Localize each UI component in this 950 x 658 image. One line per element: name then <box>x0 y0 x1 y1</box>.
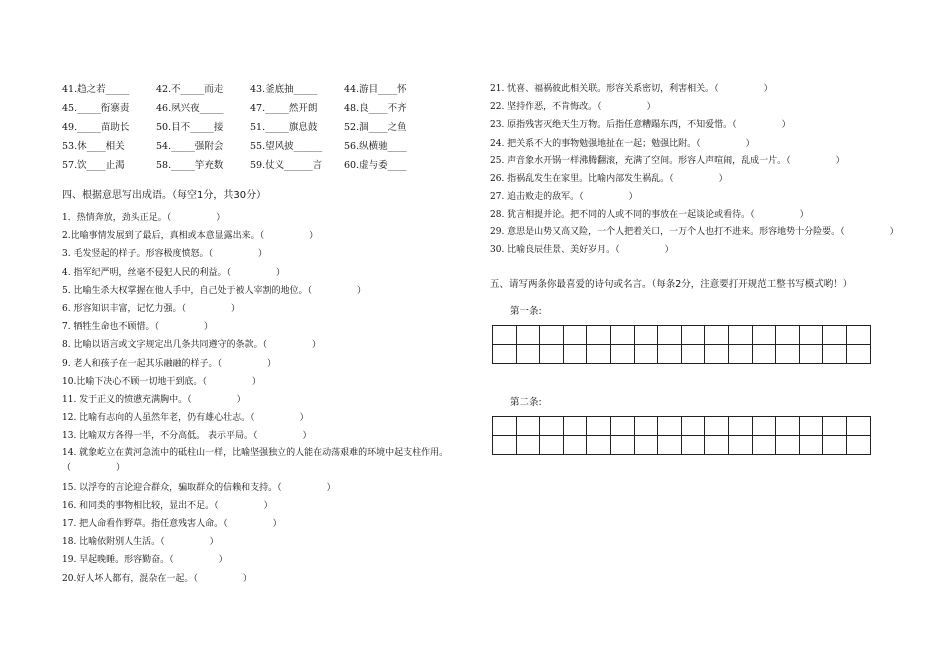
writing-cell[interactable] <box>493 435 517 454</box>
writing-cell[interactable] <box>799 344 823 363</box>
writing-cell[interactable] <box>540 416 564 435</box>
section4-title: 四、根据意思写出成语。（每空1分，共30分） <box>62 190 267 201</box>
writing-cell[interactable] <box>516 435 540 454</box>
writing-cell[interactable] <box>634 325 658 344</box>
fill-in-item[interactable]: 46.夙兴夜_____ <box>156 103 224 114</box>
fill-in-item[interactable]: 43.釜底抽_____ <box>250 84 318 95</box>
fill-in-item[interactable]: 53.休____相关 <box>62 141 125 152</box>
question-item[interactable]: 14. 就象屹立在黄河急流中的砥柱山一样，比喻坚强独立的人能在动荡艰难的环境中起支柱作用。（ ） <box>62 447 449 473</box>
question-item[interactable]: 25. 声音象水开锅一样沸腾翻滚，充满了空间。形容人声喧闹，乱成一片。（ ） <box>490 155 845 166</box>
question-item[interactable]: 18. 比喻依附别人生活。（ ） <box>62 537 219 548</box>
question-item[interactable]: 21. 忧喜、福祸彼此相关联。形容关系密切，利害相关。（ ） <box>490 84 773 94</box>
writing-cell[interactable] <box>681 325 705 344</box>
writing-cell[interactable] <box>823 416 847 435</box>
question-item[interactable]: 26. 指祸乱发生在家里。比喻内部发生祸乱。（ ） <box>490 173 728 184</box>
fill-in-item[interactable]: 56.纵横驰____ <box>344 141 407 152</box>
writing-cell[interactable] <box>563 416 587 435</box>
writing-cell[interactable] <box>846 435 870 454</box>
writing-cell[interactable] <box>563 344 587 363</box>
writing-cell[interactable] <box>823 325 847 344</box>
writing-cell[interactable] <box>587 435 611 454</box>
writing-cell[interactable] <box>658 416 682 435</box>
writing-cell[interactable] <box>799 435 823 454</box>
question-item[interactable]: 15. 以浮夸的言论迎合群众，骗取群众的信赖和支持。（ ） <box>62 482 336 493</box>
question-item[interactable]: 16. 和同类的事物相比较，显出不足。（ ） <box>62 500 273 511</box>
question-item[interactable]: 27. 追击败走的敌军。（ ） <box>490 192 638 203</box>
writing-cell[interactable] <box>776 344 800 363</box>
writing-cell[interactable] <box>681 416 705 435</box>
writing-cell[interactable] <box>752 325 776 344</box>
writing-cell[interactable] <box>493 325 517 344</box>
fill-in-item[interactable]: 49._____苗助长 <box>62 122 130 133</box>
writing-cell[interactable] <box>493 416 517 435</box>
question-item[interactable]: 19. 早起晚睡。形容勤奋。（ ） <box>62 555 228 566</box>
writing-cell[interactable] <box>705 325 729 344</box>
writing-cell[interactable] <box>658 435 682 454</box>
question-item[interactable]: 9. 老人和孩子在一起其乐融融的样子。（ ） <box>62 358 276 369</box>
question-item[interactable]: 13. 比喻双方各得一半，不分高低。 表示平局。（ ） <box>62 431 312 442</box>
question-item[interactable]: 20.好人坏人都有，混杂在一起。（ ） <box>62 573 252 584</box>
writing-cell[interactable] <box>846 344 870 363</box>
writing-cell[interactable] <box>728 416 752 435</box>
writing-cell[interactable] <box>728 325 752 344</box>
writing-cell[interactable] <box>587 416 611 435</box>
question-item[interactable]: 6. 形容知识丰富，记忆力强。（ ） <box>62 304 240 315</box>
writing-cell[interactable] <box>587 344 611 363</box>
writing-cell[interactable] <box>776 435 800 454</box>
writing-cell[interactable] <box>540 344 564 363</box>
writing-cell[interactable] <box>563 325 587 344</box>
second-entry-label: 第二条: <box>510 396 542 408</box>
fill-in-item[interactable]: 55.望风披______ <box>250 141 323 152</box>
writing-cell[interactable] <box>681 435 705 454</box>
fill-in-item[interactable]: 52.涸____之鱼 <box>344 122 407 133</box>
writing-cell[interactable] <box>752 435 776 454</box>
question-item[interactable]: 24. 把关系不大的事物勉强地扯在一起；勉强比附。（ ） <box>490 138 755 149</box>
question-item[interactable]: 23. 原指残害灭绝天生万物。后指任意糟蹋东西，不知爱惜。（ ） <box>490 120 791 131</box>
writing-cell[interactable] <box>610 344 634 363</box>
writing-cell[interactable] <box>610 435 634 454</box>
writing-cell[interactable] <box>634 435 658 454</box>
question-item[interactable]: 5. 比喻生杀大权掌握在他人手中，自己处于被人宰割的地位。（ ） <box>62 285 366 296</box>
question-item[interactable]: 1．热情奔放，劲头正足。（ ） <box>62 213 226 223</box>
question-item[interactable]: 11. 发于正义的愤懑充满胸中。（ ） <box>62 395 246 406</box>
writing-cell[interactable] <box>587 325 611 344</box>
writing-cell[interactable] <box>752 416 776 435</box>
writing-cell[interactable] <box>705 435 729 454</box>
fill-in-item[interactable]: 47._____然开朗 <box>250 103 318 114</box>
writing-grid-second[interactable] <box>492 416 871 455</box>
question-item[interactable]: 7. 牺牲生命也不顾惜。（ ） <box>62 322 213 333</box>
writing-cell[interactable] <box>823 435 847 454</box>
writing-cell[interactable] <box>516 344 540 363</box>
fill-in-item[interactable]: 48.良____不齐 <box>344 103 407 114</box>
writing-cell[interactable] <box>610 416 634 435</box>
writing-cell[interactable] <box>610 325 634 344</box>
question-item[interactable]: 22. 坚持作恶，不肯悔改。（ ） <box>490 102 656 113</box>
writing-cell[interactable] <box>658 344 682 363</box>
section4-left-list <box>62 209 472 588</box>
question-item[interactable]: 29. 意思是山势又高又险，一个人把着关口，一万个人也打不进来。形容地势十分险要。（ ） <box>490 227 899 238</box>
writing-cell[interactable] <box>658 325 682 344</box>
question-item[interactable]: 17. 把人命看作野草。指任意残害人命。（ ） <box>62 519 282 530</box>
writing-cell[interactable] <box>846 416 870 435</box>
fill-in-item[interactable]: 54._____强附会 <box>156 141 224 152</box>
fill-in-item[interactable]: 58._____竽充数 <box>156 160 224 171</box>
fill-in-item[interactable]: 60.虚与委____ <box>344 160 407 171</box>
question-item[interactable]: 12. 比喻有志向的人虽然年老，仍有雄心壮志。（ ） <box>62 413 309 424</box>
fill-in-item[interactable]: 50.目不_____接 <box>156 122 224 133</box>
question-item[interactable]: 2.比喻事情发展到了最后，真相或本意显露出来。（ ） <box>62 231 319 242</box>
fill-in-item[interactable]: 51._____旗息鼓 <box>250 122 318 133</box>
writing-cell[interactable] <box>540 325 564 344</box>
fill-in-item[interactable]: 44.游目____怀 <box>344 84 407 95</box>
writing-cell[interactable] <box>634 416 658 435</box>
writing-cell[interactable] <box>799 416 823 435</box>
writing-cell[interactable] <box>728 344 752 363</box>
question-item[interactable]: 4. 指军纪严明，丝毫不侵犯人民的利益。（ ） <box>62 267 285 278</box>
writing-cell[interactable] <box>634 344 658 363</box>
writing-cell[interactable] <box>681 344 705 363</box>
fill-in-item[interactable]: 59.仗义______言 <box>250 160 323 171</box>
question-item[interactable]: 8. 比喻以语言或文字规定出几条共同遵守的条款。（ ） <box>62 340 321 351</box>
writing-cell[interactable] <box>823 344 847 363</box>
writing-cell[interactable] <box>516 416 540 435</box>
writing-cell[interactable] <box>705 344 729 363</box>
first-entry-label: 第一条: <box>510 305 542 317</box>
writing-cell[interactable] <box>846 325 870 344</box>
question-item[interactable]: 30. 比喻良辰佳景、美好岁月。（ ） <box>490 245 674 256</box>
writing-cell[interactable] <box>493 344 517 363</box>
writing-cell[interactable] <box>799 325 823 344</box>
fill-in-item[interactable]: 42.不_____而走 <box>156 84 224 95</box>
right-column <box>490 80 900 455</box>
section5-title: 五、请写两条你最喜爱的诗句或名言。（每条2分，注意要打开规范工整书写模式哟！） <box>490 278 853 290</box>
writing-cell[interactable] <box>540 435 564 454</box>
writing-cell[interactable] <box>516 325 540 344</box>
writing-cell[interactable] <box>563 435 587 454</box>
section4-right-list <box>490 80 900 260</box>
writing-cell[interactable] <box>705 416 729 435</box>
question-item[interactable]: 3. 毛发竖起的样子。形容极度愤怒。（ ） <box>62 249 267 260</box>
fill-in-item[interactable]: 41.趋之若_____ <box>62 84 130 95</box>
writing-cell[interactable] <box>752 344 776 363</box>
fill-in-item[interactable]: 57.饮____止渴 <box>62 160 125 171</box>
question-item[interactable]: 28. 犹言相提并论。把不同的人或不同的事放在一起谈论或看待。（ ） <box>490 210 809 221</box>
question-item[interactable]: 10.比喻下决心不顾一切地干到底。（ ） <box>62 376 261 387</box>
writing-cell[interactable] <box>728 435 752 454</box>
fill-in-grid <box>62 80 472 175</box>
writing-cell[interactable] <box>776 416 800 435</box>
writing-cell[interactable] <box>776 325 800 344</box>
left-column <box>62 80 472 588</box>
fill-in-item[interactable]: 45._____衔寨责 <box>62 103 130 114</box>
writing-grid-first[interactable] <box>492 325 871 364</box>
